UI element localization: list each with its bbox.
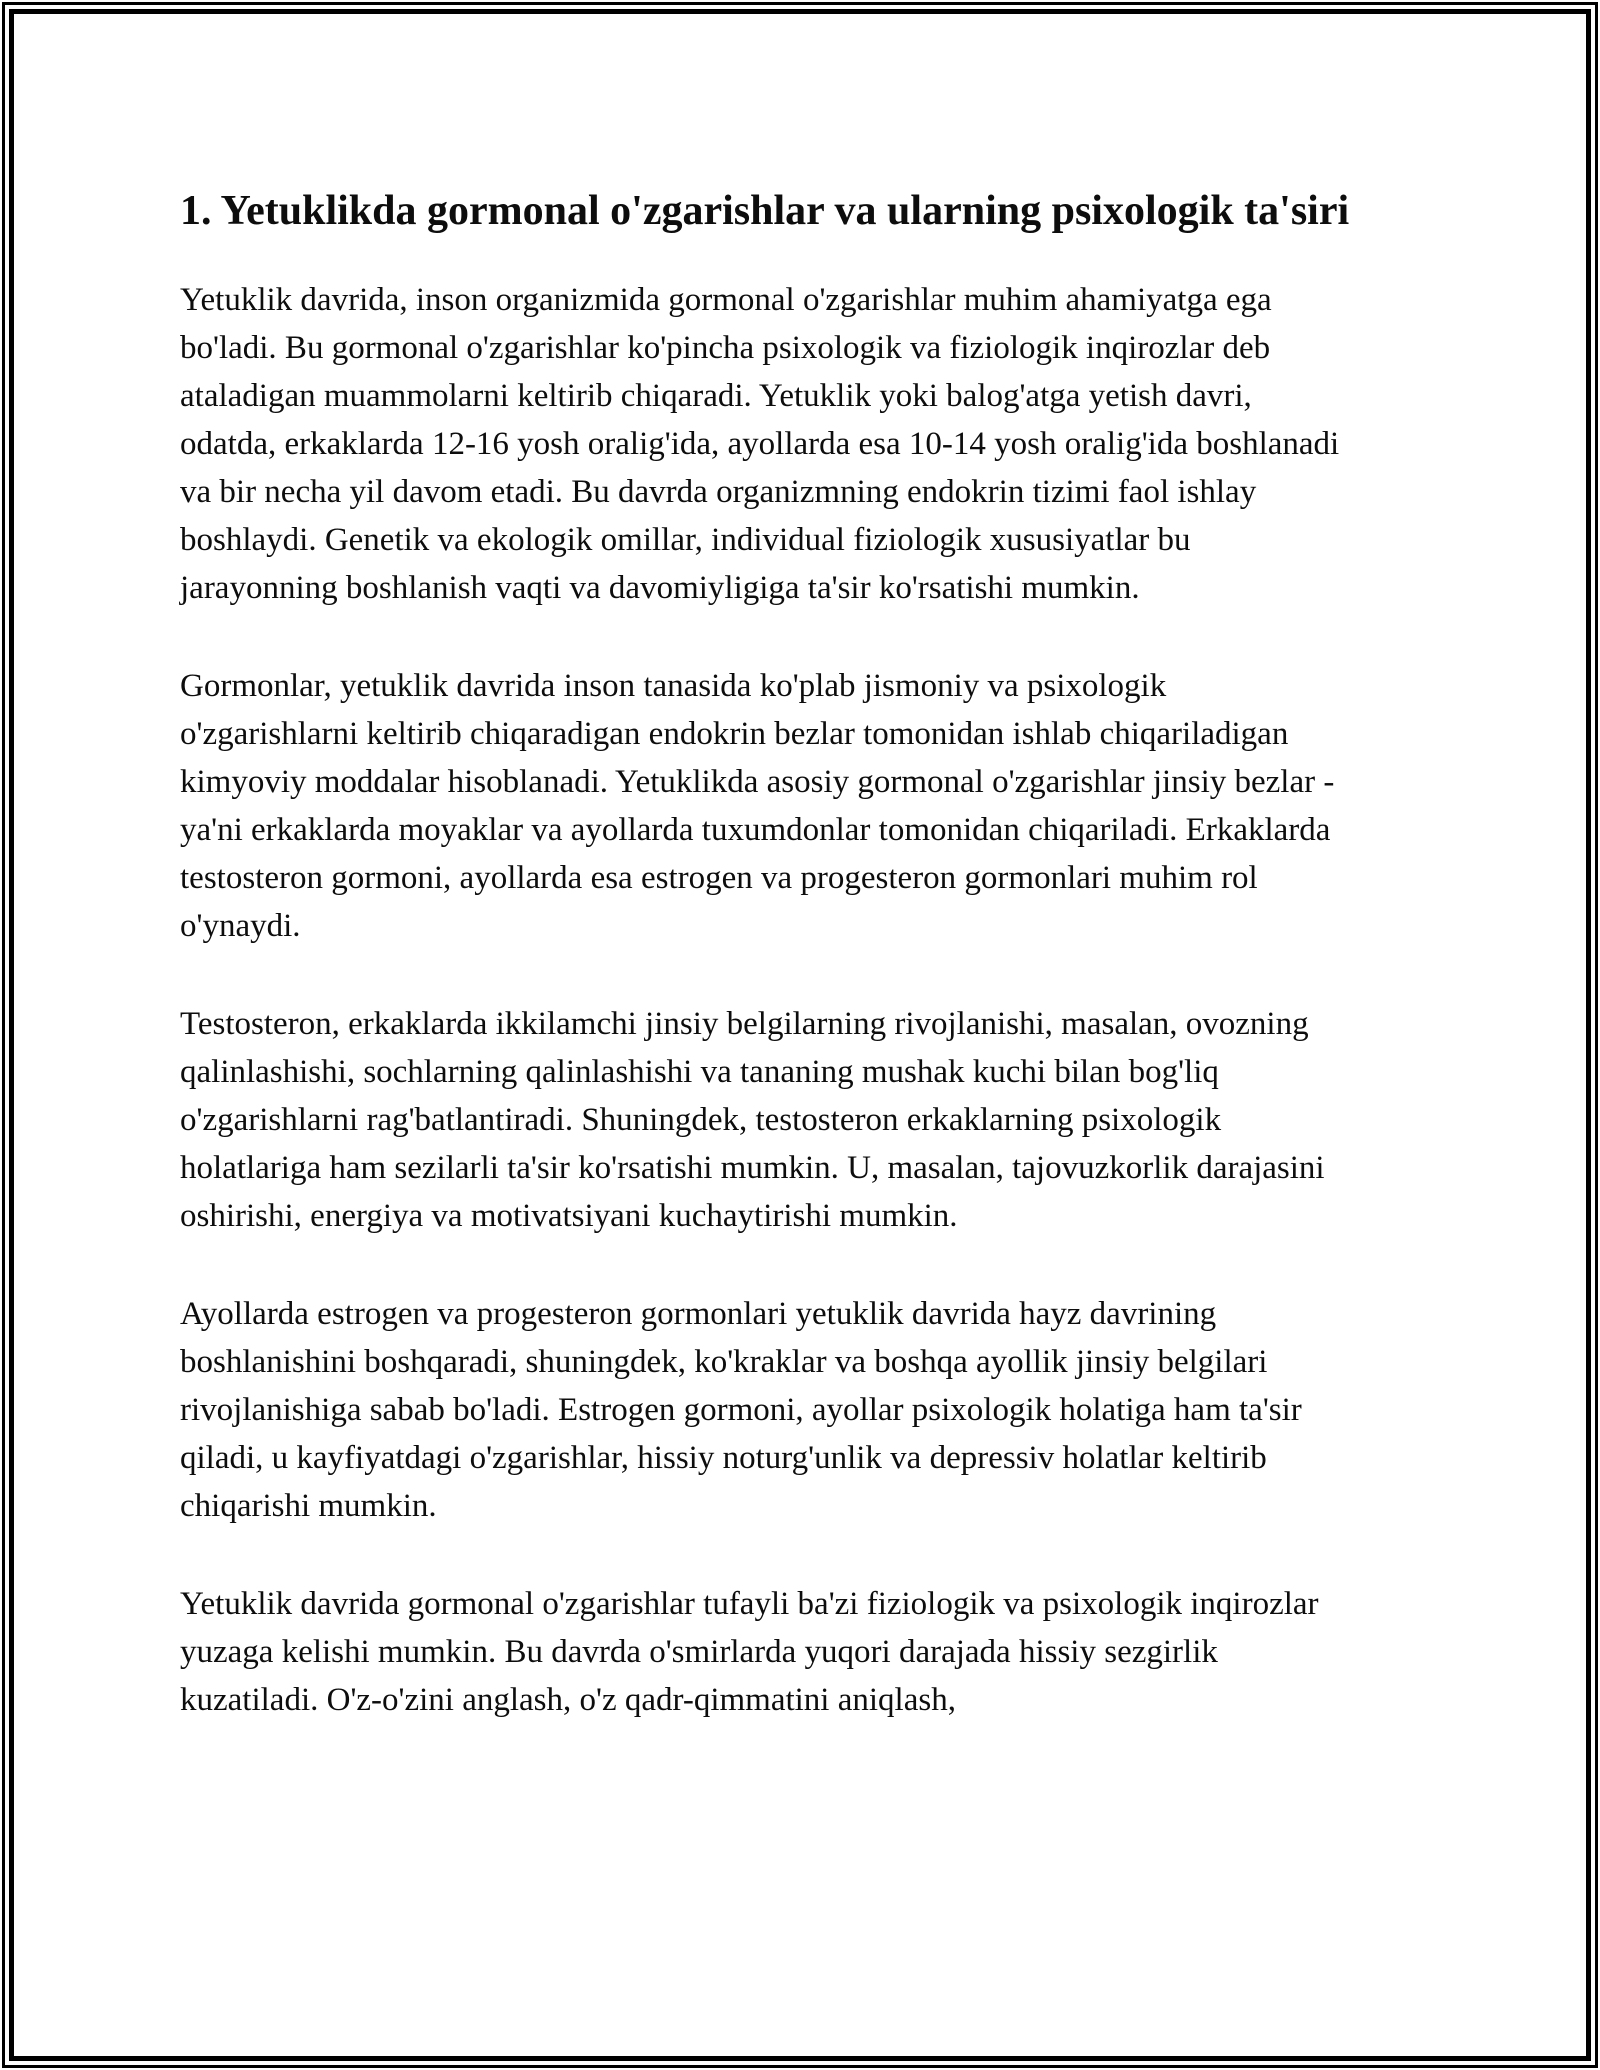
paragraph-5: Yetuklik davrida gormonal o'zgarishlar tufayli ba'zi fiziologik va psixologik inqirozlar yuzaga kelishi mumkin. Bu davrda o'smirlarda yuqori darajada hissiy sezgirlik kuzatiladi. O'z-o'zini anglash, o'z qadr-qimmatini aniqlash, — [180, 1586, 1319, 1718]
section-heading: 1. Yetuklikda gormonal o'zgarishlar va ularning psixologik ta'siri — [180, 188, 1350, 234]
document-content — [180, 0, 1350, 1774]
paragraph-2: Gormonlar, yetuklik davrida inson tanasida ko'plab jismoniy va psixologik o'zgarishlarni keltirib chiqaradigan endokrin bezlar tomonidan ishlab chiqariladigan kimyoviy moddalar hisoblanadi. Yetuklikda asosiy gormonal o'zgarishlar jinsiy bezlar - ya'ni erkaklarda moyaklar va ayollarda tuxumdonlar tomonidan chiqariladi. Erkaklarda testosteron gormoni, ayollarda esa estrogen va progesteron gormonlari muhim rol o'ynaydi. — [180, 668, 1335, 944]
paragraph-3: Testosteron, erkaklarda ikkilamchi jinsiy belgilarning rivojlanishi, masalan, ovozning qalinlashishi, sochlarning qalinlashishi va tananing mushak kuchi bilan bog'liq o'zgarishlarni rag'batlantiradi. Shuningdek, testosteron erkaklarning psixologik holatlariga ham sezilarli ta'sir ko'rsatishi mumkin. U, masalan, tajovuzkorlik darajasini oshirishi, energiya va motivatsiyani kuchaytirishi mumkin. — [180, 1006, 1325, 1234]
paragraph-4: Ayollarda estrogen va progesteron gormonlari yetuklik davrida hayz davrining boshlanishini boshqaradi, shuningdek, ko'kraklar va boshqa ayollik jinsiy belgilari rivojlanishiga sabab bo'ladi. Estrogen gormoni, ayollar psixologik holatiga ham ta'sir qiladi, u kayfiyatdagi o'zgarishlar, hissiy noturg'unlik va depressiv holatlar keltirib chiqarishi mumkin. — [180, 1296, 1302, 1524]
paragraph-1: Yetuklik davrida, inson organizmida gormonal o'zgarishlar muhim ahamiyatga ega bo'ladi. Bu gormonal o'zgarishlar ko'pincha psixologik va fiziologik inqirozlar deb ataladigan muammolarni keltirib chiqaradi. Yetuklik yoki balog'atga yetish davri, odatda, erkaklarda 12-16 yosh oralig'ida, ayollarda esa 10-14 yosh oralig'ida boshlanadi va bir necha yil davom etadi. Bu davrda organizmning endokrin tizimi faol ishlay boshlaydi. Genetik va ekologik omillar, individual fiziologik xususiyatlar bu jarayonning boshlanish vaqti va davomiyligiga ta'sir ko'rsatishi mumkin. — [180, 282, 1340, 606]
